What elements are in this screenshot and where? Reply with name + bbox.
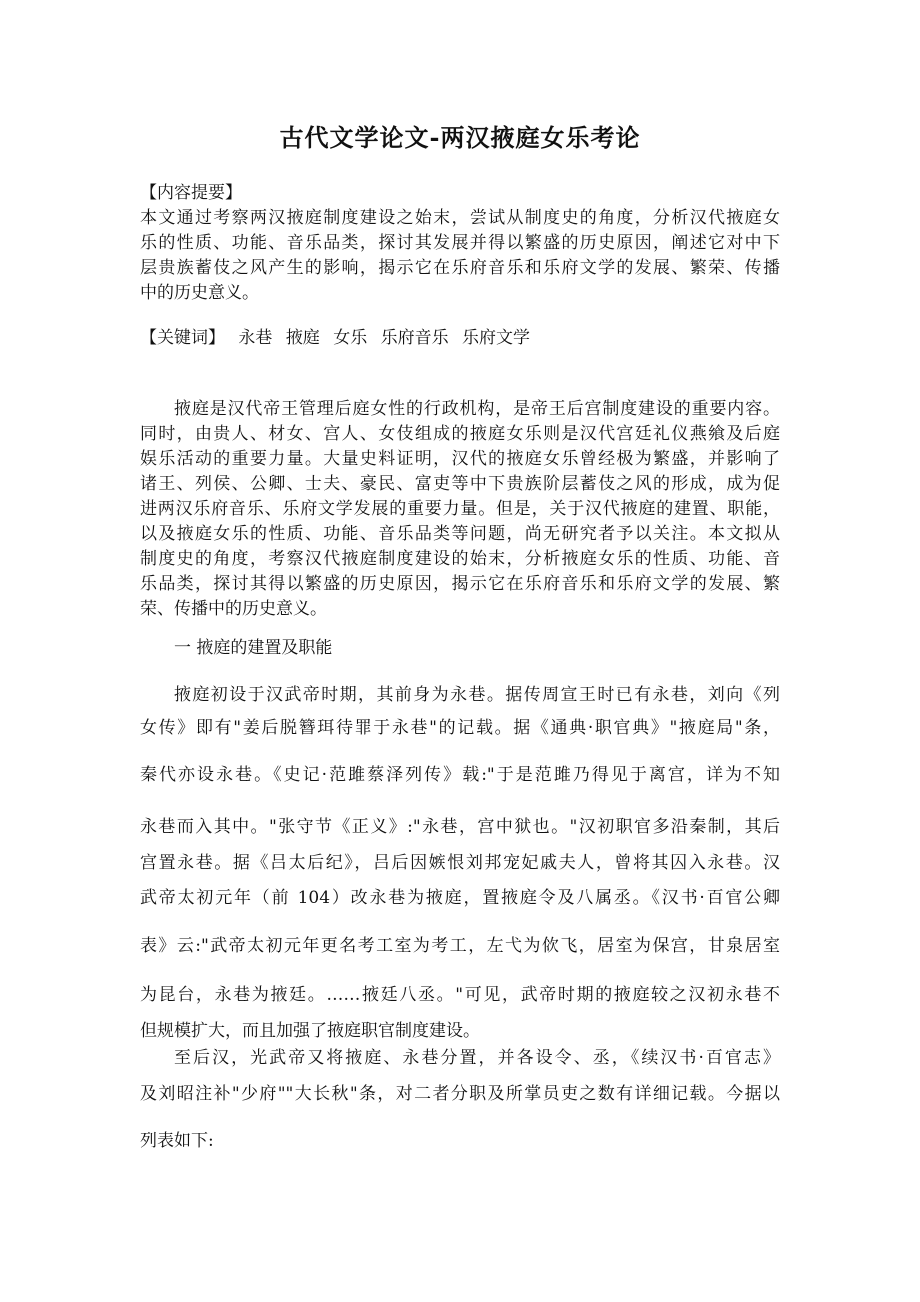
body-line: 宫置永巷。据《吕太后纪》，吕后因嫉恨刘邦宠妃戚夫人，曾将其囚入永巷。汉 [140,853,780,873]
body-line: 掖庭初设于汉武帝时期，其前身为永巷。据传周宣王时已有永巷，刘向《列 [174,685,780,705]
body-line: 至后汉，光武帝又将掖庭、永巷分置，并各设令、丞，《续汉书·百官志》 [174,1048,780,1068]
body-line: 女传》即有"姜后脱簪珥待罪于永巷"的记载。据《通典·职官典》"掖庭局"条， [140,718,780,738]
keyword: 女乐 [333,328,368,348]
abstract-line: 本文通过考察两汉掖庭制度建设之始末，尝试从制度史的角度，分析汉代掖庭女 [140,208,780,228]
keyword: 掖庭 [285,328,320,348]
body-line: 但规模扩大，而且加强了掖庭职官制度建设。 [140,1021,480,1041]
abstract-line: 中的历史意义。 [140,283,259,303]
intro-line: 以及掖庭女乐的性质、功能、音乐品类等问题，尚无研究者予以关注。本文拟从 [140,524,780,544]
body-line: 永巷而入其中。"张守节《正义》:"永巷，宫中狱也。"汉初职官多沿秦制，其后 [140,817,780,837]
abstract-label: 【内容提要】 [140,183,242,203]
intro-line: 掖庭是汉代帝王管理后庭女性的行政机构，是帝王后宫制度建设的重要内容。 [174,399,780,419]
abstract-line: 乐的性质、功能、音乐品类，探讨其发展并得以繁盛的历史原因，阐述它对中下 [140,233,780,253]
body-line: 武帝太初元年（前 104）改永巷为掖庭，置掖庭令及八属丞。《汉书·百官公卿 [140,888,780,908]
document-title: 古代文学论文-两汉掖庭女乐考论 [279,123,641,152]
body-line: 表》云:"武帝太初元年更名考工室为考工，左弋为佽飞，居室为保宫，甘泉居室 [140,936,780,956]
keyword: 乐府文学 [462,328,531,348]
body-line: 及刘昭注补"少府""大长秋"条，对二者分职及所掌员吏之数有详细记载。今据以 [140,1084,780,1104]
intro-line: 娱乐活动的重要力量。大量史料证明，汉代的掖庭女乐曾经极为繁盛，并影响了 [140,449,780,469]
intro-line: 制度史的角度，考察汉代掖庭制度建设的始末，分析掖庭女乐的性质、功能、音 [140,549,780,569]
keywords-row [140,327,538,349]
section-heading: 一 掖庭的建置及职能 [174,638,333,658]
body-line: 为昆台，永巷为掖廷。……掖廷八丞。"可见，武帝时期的掖庭较之汉初永巷不 [140,985,780,1005]
intro-line: 同时，由贵人、材女、宫人、女伎组成的掖庭女乐则是汉代宫廷礼仪燕飨及后庭 [140,424,780,444]
abstract-line: 层贵族蓄伎之风产生的影响，揭示它在乐府音乐和乐府文学的发展、繁荣、传播 [140,258,780,278]
body-line: 列表如下: [140,1131,214,1151]
intro-line: 乐品类，探讨其得以繁盛的历史原因，揭示它在乐府音乐和乐府文学的发展、繁 [140,574,780,594]
keywords-label: 【关键词】 [140,328,225,348]
intro-line: 诸王、列侯、公卿、士夫、豪民、富吏等中下贵族阶层蓄伎之风的形成，成为促 [140,474,780,494]
keyword: 乐府音乐 [380,328,449,348]
intro-line: 荣、传播中的历史意义。 [140,599,327,619]
intro-line: 进两汉乐府音乐、乐府文学发展的重要力量。但是，关于汉代掖庭的建置、职能， [140,499,780,519]
keyword: 永巷 [238,328,273,348]
body-line: 秦代亦设永巷。《史记·范雎蔡泽列传》载:"于是范雎乃得见于离宫，详为不知 [140,765,780,785]
